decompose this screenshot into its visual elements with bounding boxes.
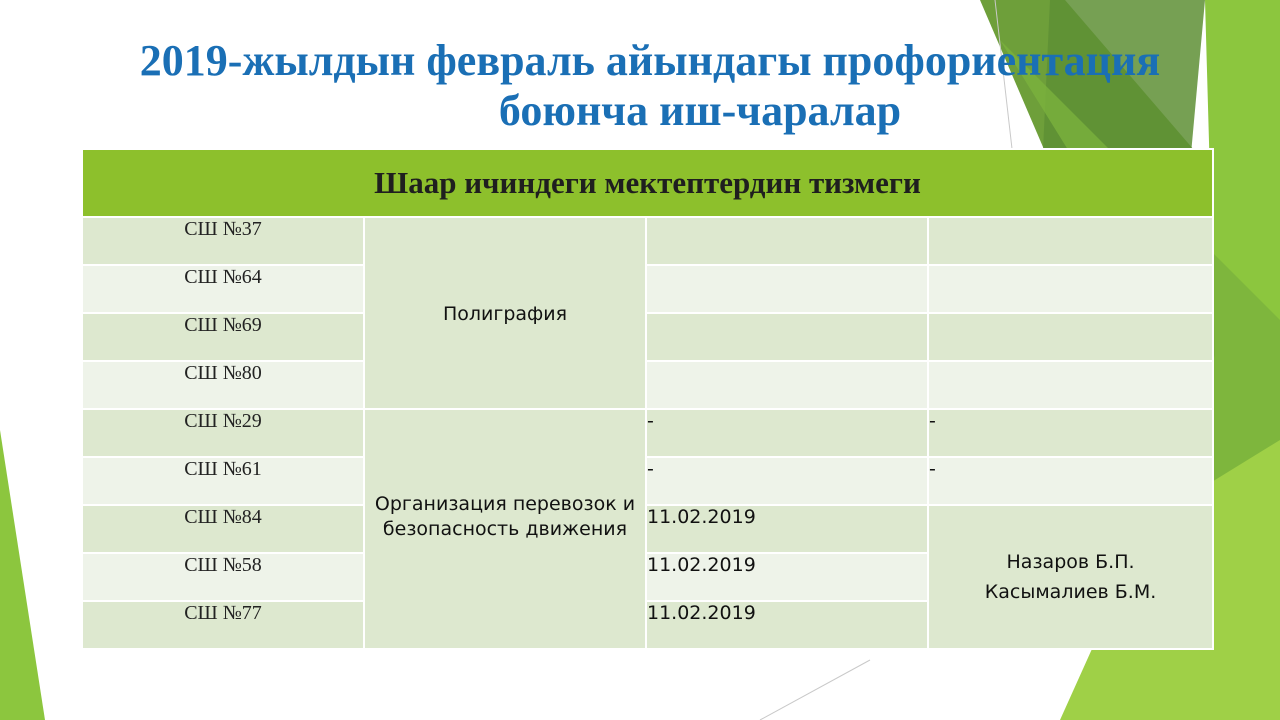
date-cell: 11.02.2019 [646, 505, 928, 553]
date-cell: - [646, 457, 928, 505]
slide-title [60, 36, 1240, 136]
subject-cell-transport: Организация перевозок и безопасность движения [364, 409, 646, 649]
table-header-row [82, 149, 1213, 217]
date-cell [646, 265, 928, 313]
schools-table [81, 148, 1214, 650]
table-row [82, 265, 1213, 313]
date-cell: 11.02.2019 [646, 601, 928, 649]
slide-title-line1: 2019-жылдын февраль айындагы профориентация [139, 36, 1161, 85]
slide-title-line2: боюнча иш-чаралар [498, 86, 902, 135]
deco-left-green-shape [0, 430, 45, 720]
table-row [82, 217, 1213, 265]
table-row [82, 409, 1213, 457]
responsible-cell [928, 265, 1213, 313]
table-row [82, 505, 1213, 553]
school-cell: СШ №84 [82, 505, 364, 553]
responsible-cell [928, 361, 1213, 409]
school-cell: СШ №80 [82, 361, 364, 409]
deco-thin-line-bottom [760, 660, 870, 720]
subject-cell-poligrafiya: Полиграфия [364, 217, 646, 409]
responsible-name-1: Назаров Б.П. [1006, 551, 1135, 573]
responsible-cell: - [928, 457, 1213, 505]
school-cell: СШ №64 [82, 265, 364, 313]
responsible-cell: - [928, 409, 1213, 457]
table-row [82, 313, 1213, 361]
table-header: Шаар ичиндеги мектептердин тизмеги [82, 149, 1213, 217]
school-cell: СШ №58 [82, 553, 364, 601]
responsible-name-2: Касымалиев Б.М. [984, 581, 1157, 603]
responsible-cell [928, 217, 1213, 265]
table-row [82, 457, 1213, 505]
school-cell: СШ №29 [82, 409, 364, 457]
table-row [82, 361, 1213, 409]
responsible-cell [928, 313, 1213, 361]
school-cell: СШ №69 [82, 313, 364, 361]
date-cell [646, 313, 928, 361]
responsible-cell-merged [928, 505, 1213, 649]
school-cell: СШ №37 [82, 217, 364, 265]
school-cell: СШ №61 [82, 457, 364, 505]
date-cell: - [646, 409, 928, 457]
date-cell [646, 361, 928, 409]
date-cell: 11.02.2019 [646, 553, 928, 601]
date-cell [646, 217, 928, 265]
school-cell: СШ №77 [82, 601, 364, 649]
